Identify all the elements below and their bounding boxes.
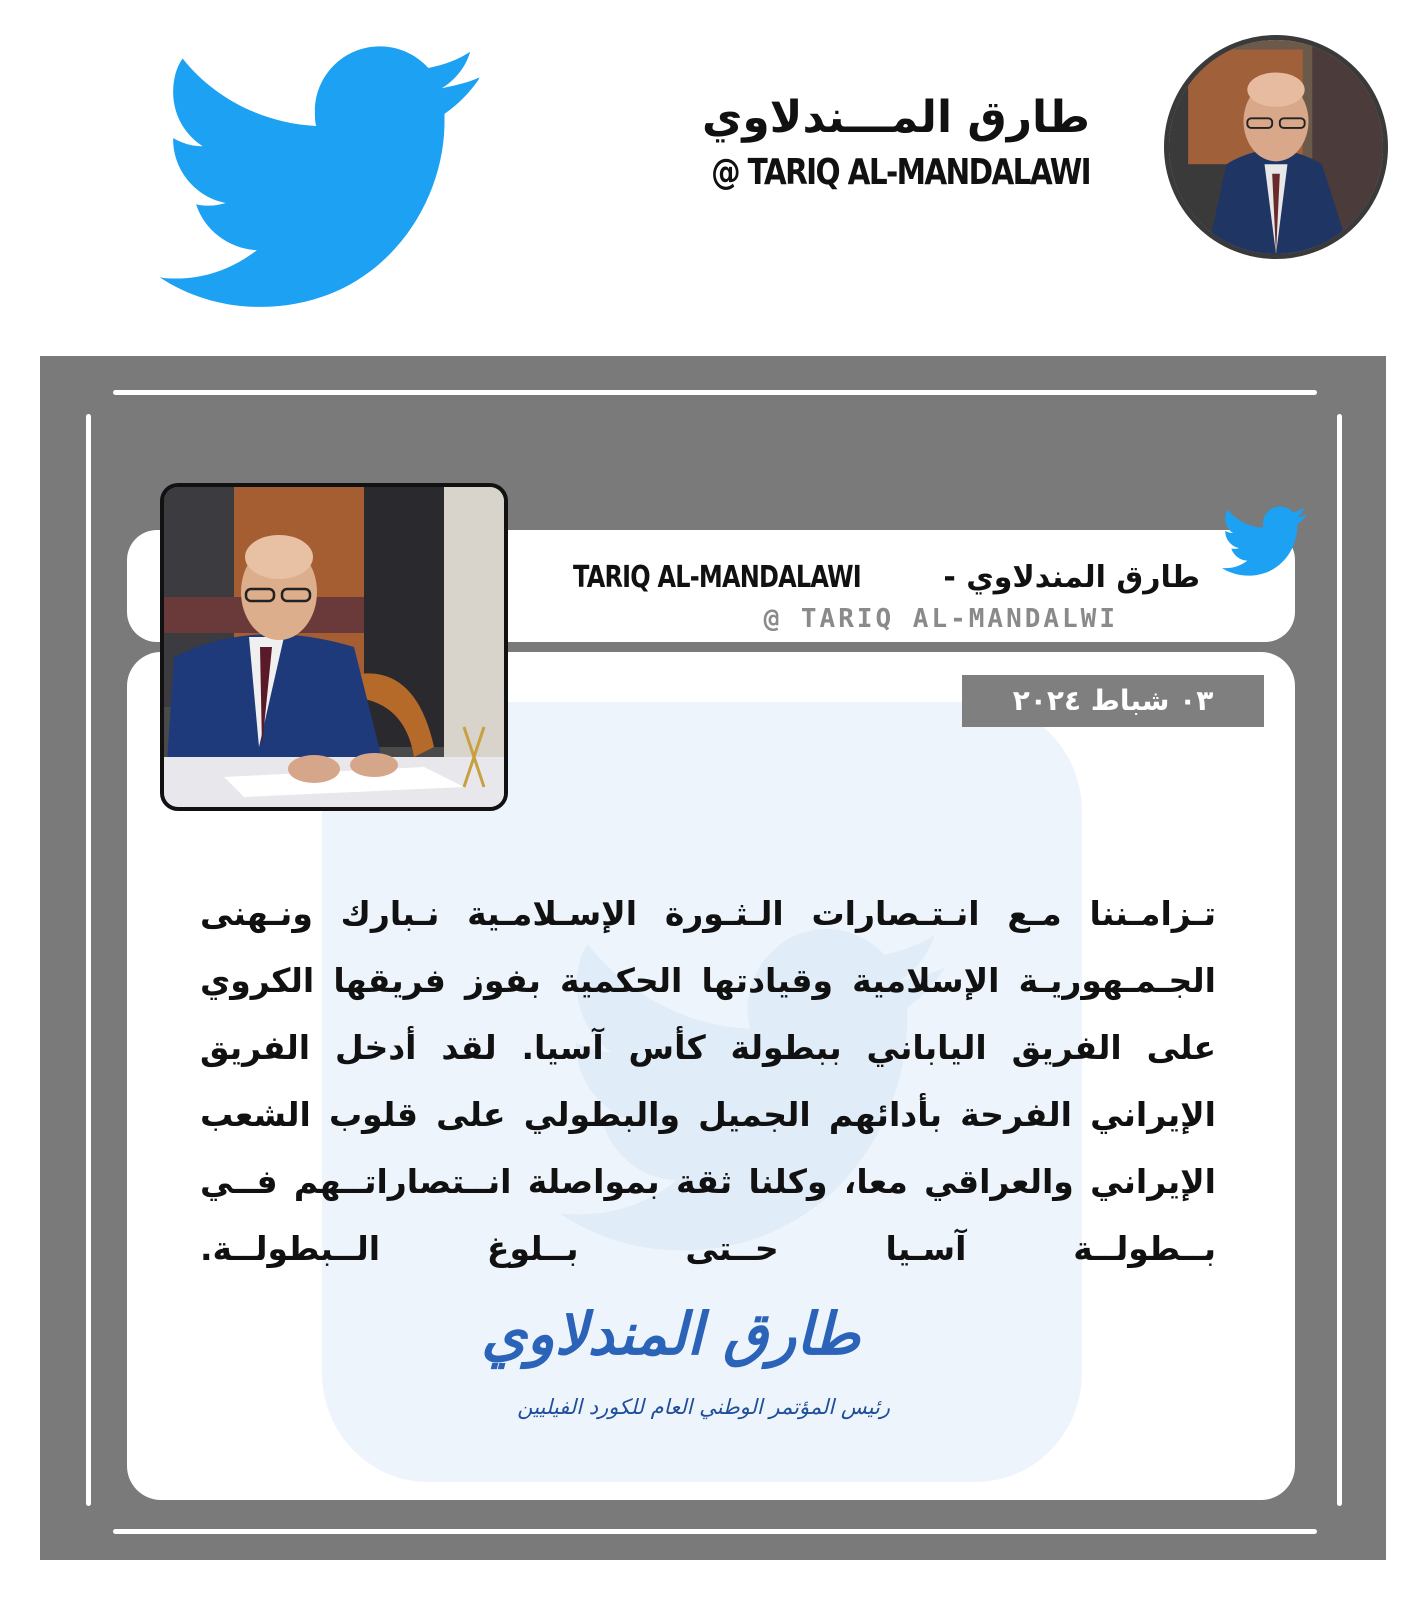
frame-line-bottom <box>113 1529 1317 1534</box>
author-name-latin: TARIQ AL-MANDALAWI <box>572 560 861 595</box>
frame-line-right <box>1337 414 1342 1506</box>
person-photo <box>164 487 504 807</box>
tweet-author-handle: @ TARIQ AL-MANDALWI <box>763 604 1118 634</box>
signature-name: طارق المندلاوي <box>481 1300 860 1368</box>
avatar <box>1164 35 1388 259</box>
post-body-text: تـزامـننا مـع انـتـصارات الـثـورة الإسـلامـية نـبارك ونـهنى الجـمـهوريـة الإسلامية وقيادتها الحكمية بفوز فريقها الكروي على الفريق الياباني ببطولة كأس آسيا. لقد أدخل الفريق الإيراني الفرحة بأدائهم الجميل والبطولي على قلوب الشعب الإيراني والعراقي معا، وكلنا ثقة بمواصلة انــتصاراتــهم فــي بــطولــة آسـيا حــتى بــلوغ الــبطولــة. <box>200 894 1216 1268</box>
avatar-photo <box>1169 40 1383 254</box>
frame-line-top <box>113 390 1317 395</box>
post-date: ٠٣ شباط ٢٠٢٤ <box>962 675 1264 727</box>
frame-line-left <box>86 414 91 1506</box>
header-name: طارق المـــندلاوي <box>702 92 1090 143</box>
post-photo <box>160 483 508 811</box>
twitter-bird-icon <box>158 45 488 315</box>
signature-title: رئيس المؤتمر الوطني العام للكورد الفيليين <box>517 1395 890 1419</box>
tweet-author-name <box>572 560 1200 595</box>
header-handle: @ TARIQ AL-MANDALAWI <box>711 152 1090 193</box>
author-name-separator: - <box>932 560 967 595</box>
author-name-arabic: طارق المندلاوي <box>966 560 1200 595</box>
twitter-bird-small-icon <box>1222 506 1308 578</box>
